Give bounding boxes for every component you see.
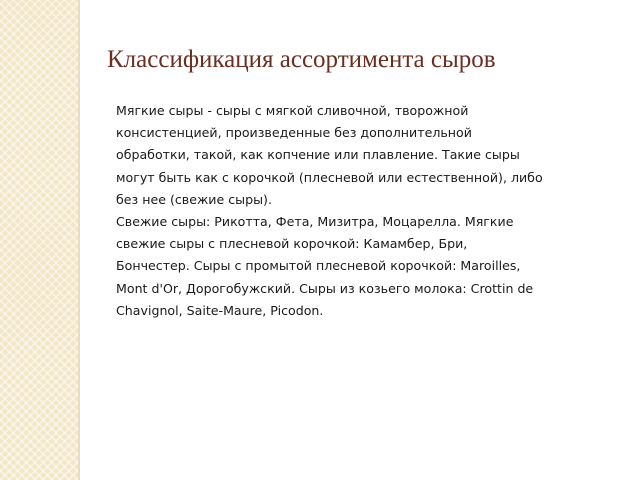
body-line: консистенцией, произведенные без дополнительной xyxy=(116,125,472,141)
slide-body xyxy=(116,100,596,322)
body-line: Mont d'Or, Дорогобужский. Сыры из козьего молока: Crottin de xyxy=(116,280,534,296)
body-line: Бончестер. Сыры с промытой плесневой корочкой: Maroilles, xyxy=(116,258,521,274)
body-line: свежие сыры с плесневой корочкой: Камамбер, Бри, xyxy=(116,236,468,252)
body-line: Chavignol, Saite-Maure, Picodon. xyxy=(116,302,324,318)
body-line: Свежие сыры: Рикотта, Фета, Мизитра, Моцарелла. Мягкие xyxy=(116,214,514,230)
decorative-sidebar xyxy=(0,0,78,480)
body-line: Мягкие сыры - сыры с мягкой сливочной, творожной xyxy=(116,103,469,118)
body-line: обработки, такой, как копчение или плавление. Такие сыры xyxy=(116,147,520,163)
body-line: могут быть как с корочкой (плесневой или естественной), либо xyxy=(116,169,543,185)
sidebar-divider xyxy=(78,0,80,480)
slide-title: Классификация ассортимента сыров xyxy=(107,46,496,73)
body-line: без нее (свежие сыры). xyxy=(116,191,272,207)
